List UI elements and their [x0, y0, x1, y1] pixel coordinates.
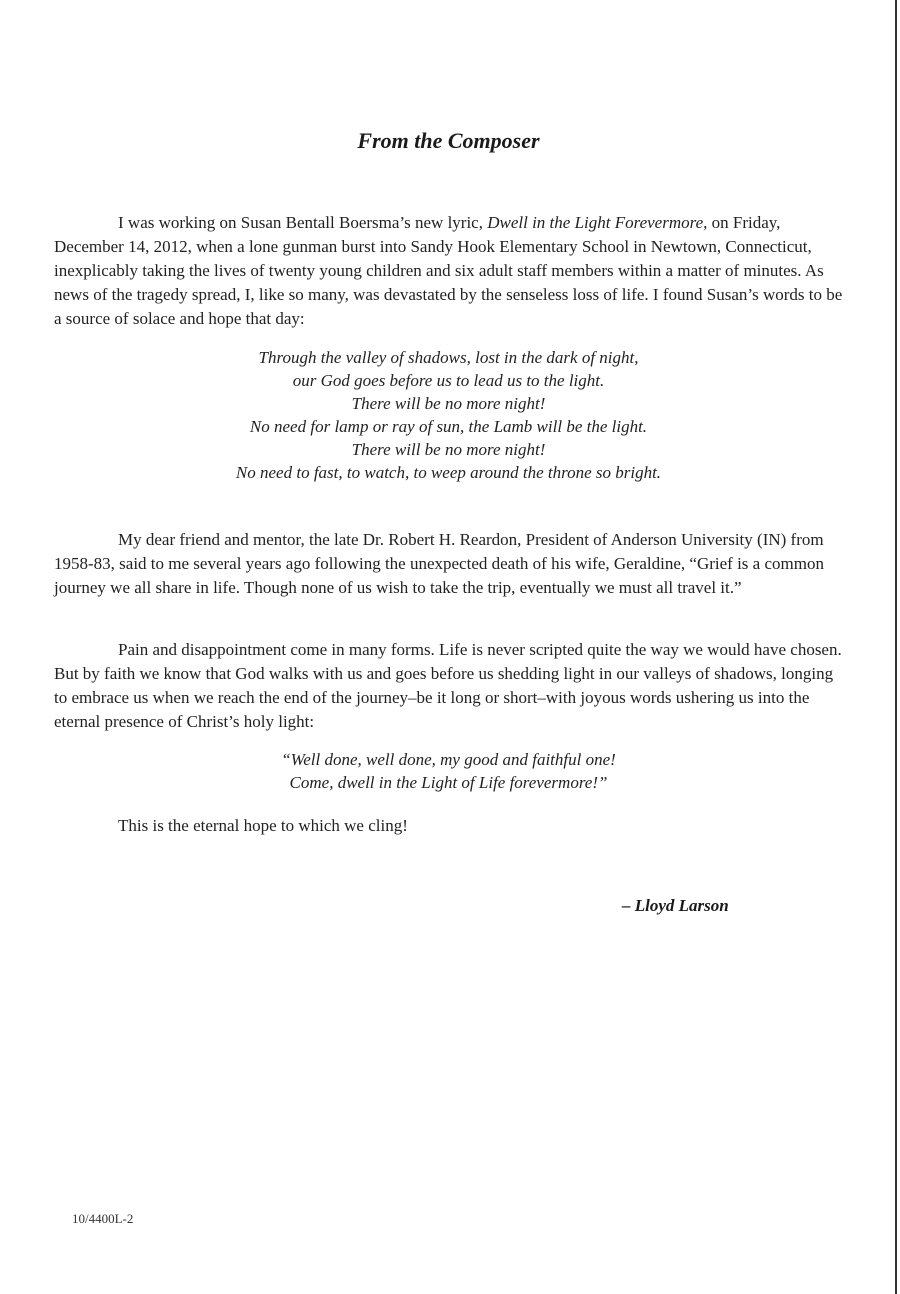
paragraph-hope: This is the eternal hope to which we cling!	[118, 816, 408, 835]
page-title: From the Composer	[357, 128, 540, 153]
lyric-line: No need for lamp or ray of sun, the Lamb will be the light.	[249, 417, 648, 436]
lyric-line: our God goes before us to lead us to the light.	[292, 371, 605, 390]
lyric-line: There will be no more night!	[351, 440, 546, 459]
quote-line: “Well done, well done, my good and faithful one!	[281, 750, 616, 769]
lyric-line: There will be no more night!	[351, 394, 546, 413]
paragraph-intro-after: , on Friday, December 14, 2012, when a lone gunman burst into Sandy Hook Elementary School in Newtown, Connecticut, inexplicably taking the lives of twenty young children and six adult staff members within a matter of minutes. As news of the tragedy spread, I, like so many, was devastated by the senseless loss of life. I found Susan’s words to be a source of solace and hope that day:	[54, 213, 843, 328]
quote-line: Come, dwell in the Light of Life forevermore!”	[289, 773, 608, 792]
paragraph-mentor: My dear friend and mentor, the late Dr. Robert H. Reardon, President of Anderson University (IN) from 1958-83, said to me several years ago following the unexpected death of his wife, Geraldine, “Grief is a common journey we all share in life. Though none of us wish to take the trip, eventually we must all travel it.”	[54, 530, 824, 597]
lyric-quote	[0, 346, 897, 484]
paragraph-faith: Pain and disappointment come in many forms. Life is never scripted quite the way we would have chosen. But by faith we know that God walks with us and goes before us shedding light in our valleys of shadows, longing to embrace us when we reach the end of the journey–be it long or short–with joyous words ushering us into the eternal presence of Christ’s holy light:	[54, 640, 842, 731]
lyric-title: Dwell in the Light Forevermore	[487, 213, 704, 232]
catalog-code: 10/4400L-2	[72, 1211, 134, 1226]
paragraph-intro	[54, 211, 844, 331]
closing-quote	[0, 748, 897, 794]
lyric-line: No need to fast, to watch, to weep around the throne so bright.	[235, 463, 662, 482]
paragraph-intro-before: I was working on Susan Bentall Boersma’s new lyric,	[118, 213, 488, 232]
lyric-line: Through the valley of shadows, lost in the dark of night,	[258, 348, 639, 367]
signature: – Lloyd Larson	[622, 896, 729, 915]
